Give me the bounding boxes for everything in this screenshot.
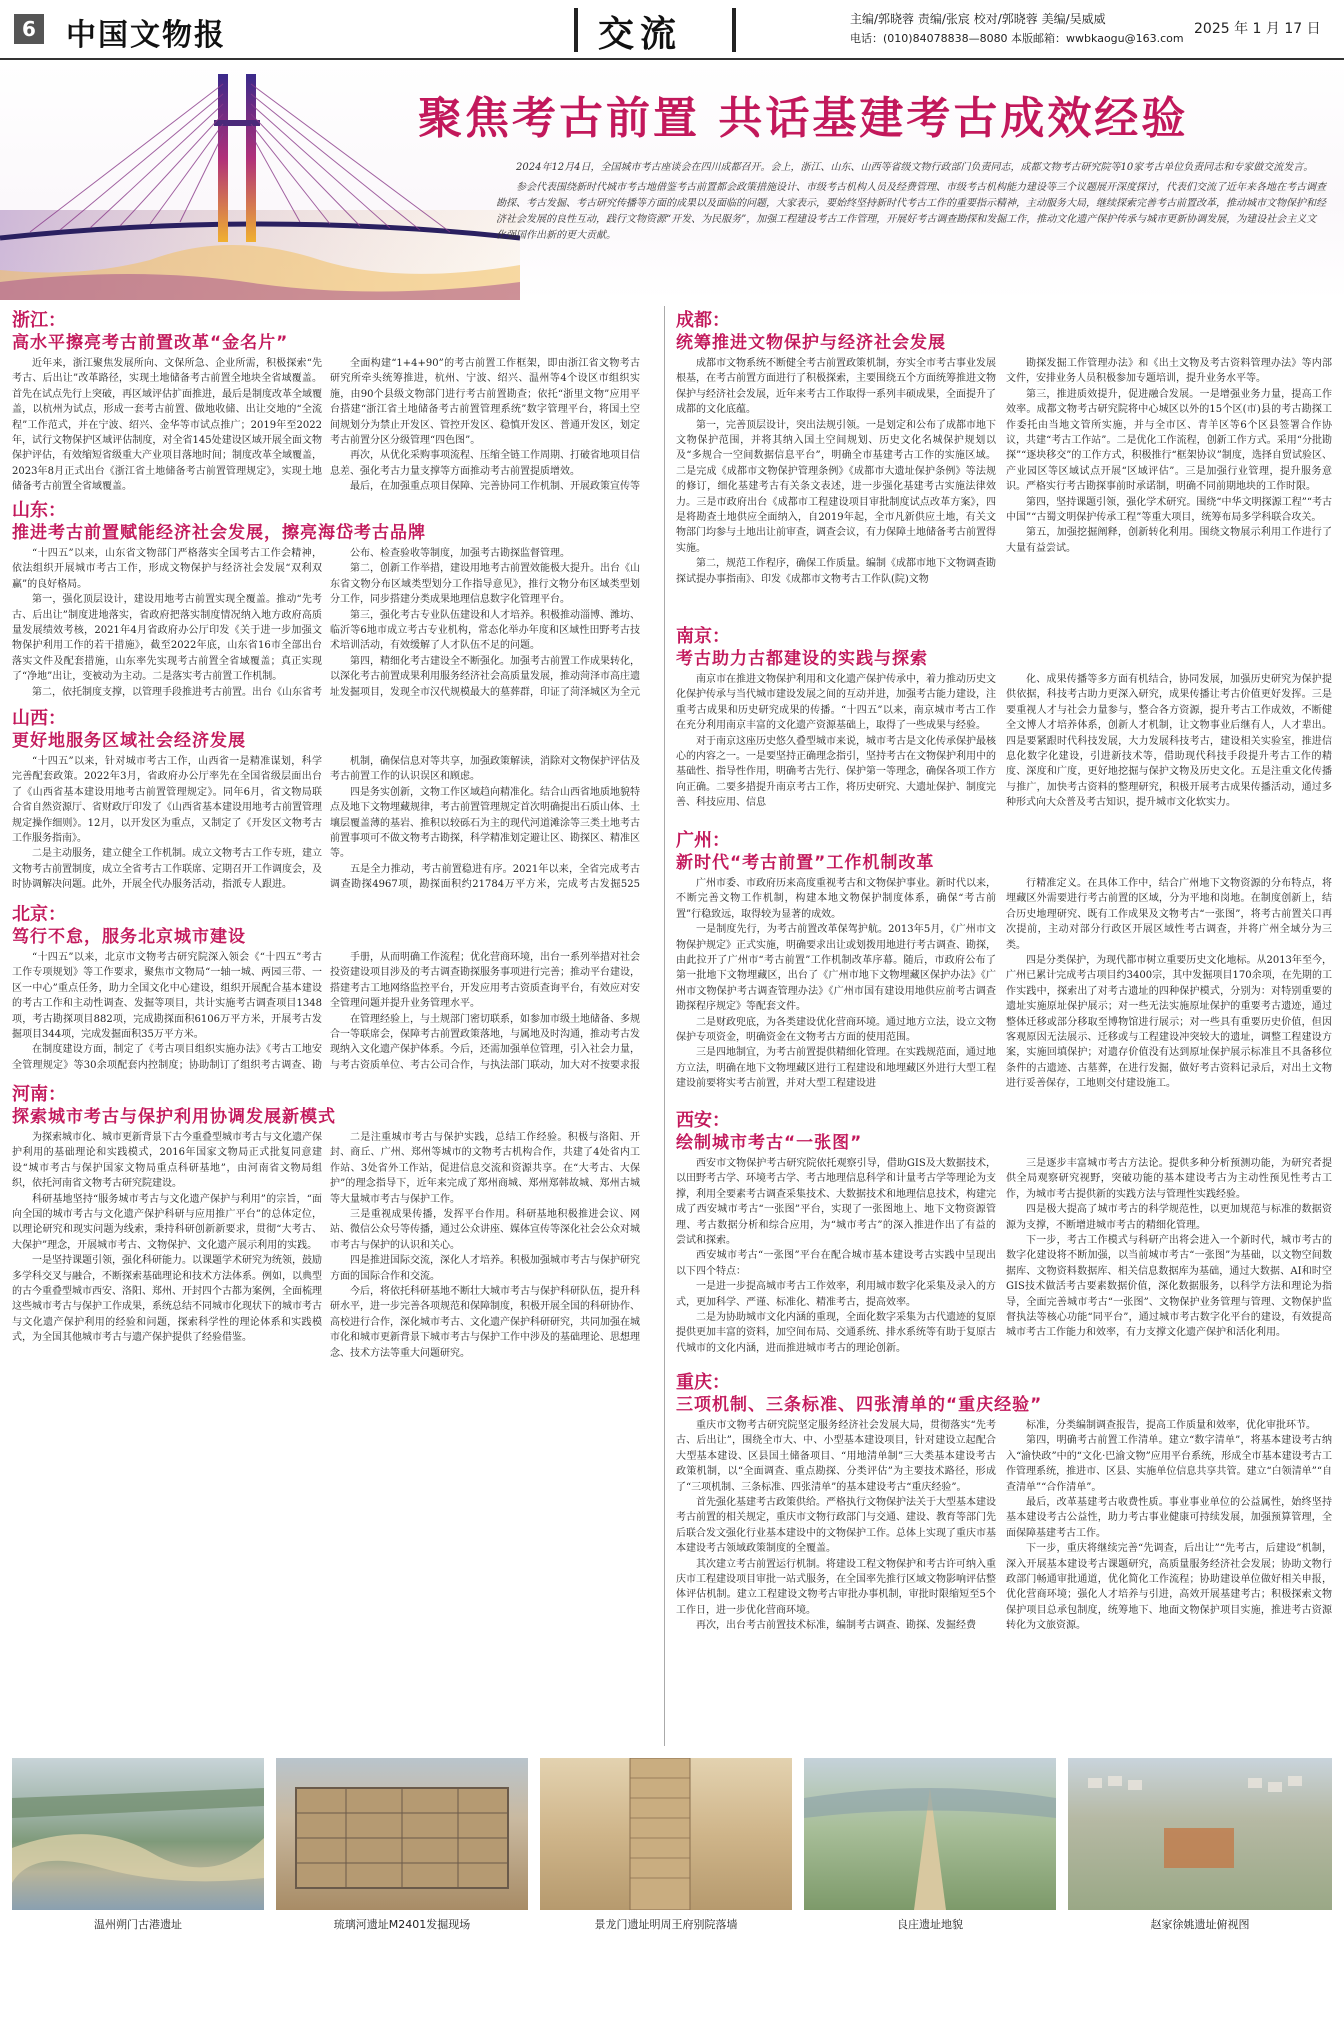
paragraph: 一是坚持课题引领，强化科研能力。以课题学术研究为统领，鼓励多学科交叉与融合，不断探索基础理论和技术方法体系。例如，以典型的古今重叠型城市西安、洛阳、郑州、开封四个古都为案例，全面梳理这些城市考古与保护工作成果，系统总结不同城市化现状下的城市考古与文化遗产保护利用的经验和问题，探索科学性的理论体系和实践模式，为全国其他城市考古与遗产保护提供了经验借鉴。 <box>12 1255 322 1344</box>
article-body <box>676 1418 996 1746</box>
article-body <box>676 876 996 1100</box>
paragraph: 最后，改革基建考古收费性质。事业事业单位的公益属性，始终坚持基本建设考古公益性，助力考古事业健康可持续发展，加强预算管理，全面保障基建考古工作。 <box>1006 1497 1332 1539</box>
paragraph: 标准，分类编制调查报告，提高工作质量和效率，优化审批环节。 <box>1026 1420 1316 1431</box>
excavation-site-icon <box>276 1758 528 1910</box>
paragraph: 三是逐步丰富城市考古方法论。提供多种分析预测功能，为研究者提供全局观察研究视野，突破功能的基本建设考古为主动性预见性考古工作，为城市考古提供新的实践方法与管理性实践经验。 <box>1006 1158 1332 1200</box>
section-title: 高水平擦亮考古前置改革“金名片” <box>12 333 289 353</box>
paragraph: 第二，创新工作举措，建设用地考古前置效能极大提升。出台《山东省文物分布区域类型划分工作指导意见》，推行文物分布区域类型划分工作，同步搭建分类成果地理信息数字化管理平台。 <box>330 563 640 606</box>
region-label: 重庆： <box>676 1372 730 1393</box>
contact-line: 电话：(010)84078838—8080 本版邮箱：wwbkaogu@163.com <box>850 32 1184 45</box>
paragraph: 科研基地坚持“服务城市考古与文化遗产保护与利用”的宗旨，“面向全国的城市考古与文化遗产保护科研与应用推广平台”的总体定位，以理论研究和现实问题为线索，秉持科研创新新要求，贯彻“大考古、大保护”理念，开展城市考古、文物保护、文化遗产展示利用的实践。 <box>12 1193 322 1251</box>
brick-wall-icon <box>540 1758 792 1910</box>
paragraph: 第一，强化顶层设计，建设用地考古前置实现全覆盖。推动“先考古、后出让”制度进地落实，省政府把落实制度情况纳入地方政府高质量发展绩效考核，2021年4月省政府办公厅印发《关于进一步加强文物保护利用工作的若干措施》，截至2022年底，山东省16市全部出台落实文件及配套措施，山东率先实现考古前置全省域覆盖；真正实现了“净地”出让，变被动为主动。二是落实考古前置工作机制。 <box>12 594 322 683</box>
photo-liulihe <box>276 1758 528 1910</box>
paragraph: 为探索城市化、城市更新背景下古今重叠型城市考古与文化遗产保护利用的基础理论和实践模式，2016年国家文物局正式批复同意建设“城市考古与保护国家文物局重点科研基地”，由河南省文物局组织，依托河南省文物考古研究院建设。 <box>12 1132 322 1190</box>
photo-caption: 赵家徐姚遗址俯视图 <box>1150 1918 1250 1931</box>
article-body <box>1006 1156 1332 1362</box>
publication-date: 2025 年 1 月 17 日 <box>1194 21 1321 37</box>
paragraph: 行精准定义。在具体工作中，结合广州地下文物资源的分布特点，将埋藏区外需要进行考古前置的区域，分为平地和岗地。在制度创新上，结合历史地理研究、既有工作成果及文物考古“一张图”，将考古前置关口再次提前，主动对部分行政区开展区域性考古调查，并将广州全域分为三类。 <box>1006 878 1332 951</box>
paragraph: 三是四地制宜，为考古前置提供精细化管理。在实践规范面，通过地方立法，明确在地下文物埋藏区进行工程建设和地埋藏区外进行大型工程建设前要将实考古前置，并对大型工程建设进 <box>676 1047 996 1090</box>
paragraph: 四是分类保护，为现代都市树立重要历史文化地标。从2013年至今，广州已累计完成考古项目约3400宗，其中发掘项目170余项，在先期的工作实践中，探索出了对考古遗址的四种保护模式，分别为：对特别重要的遗址实施原址保护展示；对一些无法实施原址保护的重要考古遗迹，通过整体迁移或部分移取至博物馆进行展示；对一些具有重要历史价值，但因客观原因无法展示、迁移或与工程建设冲突较大的遗址，调整工程建设方案，实施回填保护；对遗存价值没有达到原址保护展示标准且不具备移位条件的古遗迹、古墓葬，在进行发掘，做好考古资料记录后，对出土文物进行妥善保存，工地则交付建设施工。 <box>1006 955 1332 1090</box>
article-body <box>12 950 322 1074</box>
paragraph: 四是务实创新，文物工作区域趋向精准化。结合山西省地质地貌特点及地下文物埋藏规律，考古前置管理规定首次明确提出石质山体、土壤层覆盖薄的基岩、推积以较砾石为主的现代河道滩涂等三类土地考古前置事项可不做文物考古勘探，科学精准划定避让区、勘探区、精准区等。 <box>330 786 640 860</box>
paragraph: 手册，从而明确工作流程；优化营商环境，出台一系列举措对社会投资建设项目涉及的考古调查勘探服务事项进行完善；推动平台建设，搭建考古工地网络监控平台，开发应用考古资质查询平台，有效应对安全管理问题并提升业务管理水平。 <box>330 952 640 1010</box>
section-title: 探索城市考古与保护利用协调发展新模式 <box>12 1107 336 1127</box>
paragraph: “十四五”以来，北京市文物考古研究院深入领会《“十四五”考古工作专项规划》等工作要求，聚焦市文物局“一轴一城、两园三带、一区一中心”重点任务，助力全国文化中心建设，组织开展配合基本建设的考古工作和主动性调查、发掘等项目，共计实施考古调查项目1348项，考古勘探项目882项，完成勘探面积6106万平方米，开展考古发掘项目344项，完成发掘面积35万平方米。 <box>12 952 322 1041</box>
section-title: 统筹推进文物保护与经济社会发展 <box>676 333 946 353</box>
photo-caption: 良庄遗址地貌 <box>897 1918 963 1931</box>
paragraph: 成都市文物系统不断健全考古前置政策机制，夯实全市考古事业发展根基，在考古前置方面进行了积极探索，主要围绕五个方面统筹推进文物保护与经济社会发展，近年来考古工作取得一系列丰硕成果，全面提升了成都的文化底蕴。 <box>676 358 996 416</box>
article-body <box>676 1156 996 1362</box>
region-label: 浙江： <box>12 310 66 331</box>
paragraph: 二是主动服务，建立健全工作机制。成立文物考古工作专班，建立文物考古前置制度，成立全省考古工作联席、定期召开工作调度会，及时协调解决问题。此外，开展全代办服务活动，指派专人跟进。 <box>12 848 322 891</box>
article-body <box>1006 1418 1332 1746</box>
photo-jinglongmen <box>540 1758 792 1910</box>
paragraph: 下一步，考古工作模式与科研产出将会进入一个新时代，城市考古的数字化建设将不断加强，以当前城市考古“一张图”为基础，以文物空间数据库、文物资料数据库、相关信息数据库为基础，通过大数据、AI和时空GIS技术做活考古要素数据价值，深化数据服务，以科学方法和理论为指导，全面完善城市考古“一张图”、文物保护业务管理与管理、文物保护监督执法等核心功能“同平台”，通过城市考古数字化平台的建设，有效提高城市考古工作能力和效率，有力支撑文化遗产保护和活化利用。 <box>1006 1235 1332 1339</box>
paragraph <box>12 893 322 894</box>
paragraph: 第四，明确考古前置工作清单。建立“数字清单”，将基本建设考古纳入“渝快政”中的“文化·巴渝文物”应用平台系统，形成全市基本建设考古工作管理系统，推进市、区县、实施单位信息共享共管。建立“白领清单”“自查清单”“合作清单”。 <box>1006 1435 1332 1493</box>
article-body <box>330 754 640 894</box>
paragraph: 再次，从优化采购事项流程、压缩全链工作周期、打破省地项目信息差、强化考古力量支撑等方面推动考古前置提质增效。 <box>330 450 640 477</box>
region-label: 山西： <box>12 708 66 729</box>
article-body <box>330 950 640 1074</box>
paragraph: 一是制度先行，为考古前置改革保驾护航。2013年5月，《广州市文物保护规定》正式实施，明确要求出让或划拨用地进行考古调查、勘探，由此拉开了广州市“考古前置”工作机制改革序幕。随后，市政府公布了第一批地下文物埋藏区，出台了《广州市地下文物埋藏区保护办法》《广州市文物保护考古调查管理办法》《广州市国有建设用地供应前考古调查勘探程序规定》等配套文件。 <box>676 924 996 1013</box>
article-body <box>676 672 996 820</box>
article-body <box>330 1130 640 1746</box>
region-label: 广州： <box>676 830 730 851</box>
article-body <box>676 356 996 616</box>
article-body <box>330 546 640 698</box>
article-body <box>330 356 640 492</box>
photo-liangzhu <box>804 1758 1056 1910</box>
paragraph: 二是为协助城市文化内涵的重现，全面化数字采集为古代遗迹的复原提供更加丰富的资料，加空间布局、交通系统、排水系统等有助于复原古代城市的文化内涵，进而推进城市考古的理论创新。 <box>676 1312 996 1354</box>
region-label: 北京： <box>12 904 66 925</box>
paragraph: 全面构建“1+4+90”的考古前置工作框架，即由浙江省文物考古研究所牵头统筹推进，杭州、宁波、绍兴、温州等4个设区市组织实施，由90个县级文物部门进行考古前置勘查；依托“浙里文物”应用平台搭建“浙江省土地储备考古前置管理系统”数字管理平台，将国土空间规划分为禁止开发区、管控开发区、稳慎开发区、普通开发区，划定考古前置分区分级管理“四色图”。 <box>330 358 640 447</box>
lead-line: 参会代表围绕新时代城市考古地借鉴考古前置都会政策措施设计、市级考古机构人员及经费管理、市级考古机构能力建设等三个议题展开深度探讨，代表们交流了近年来各地在考古调查勘探、考古发掘、考古研究传播等方面的成果以及面临的问题，大家表示，要始终坚持新时代考古工作的重要指示精神，主动服务大局，继续探索完善考古前置改革，推动城市文物保护和经济社会发展的良性互动，践行文物资源“开发、为民服务”，加强工程建设考古工作管理，开展好考古调查勘探和发掘工作，推动文化遗产保护传承与城市更新协调发展，为建设社会主义文化强国作出新的更大贡献。 <box>496 182 1326 241</box>
paragraph: 五是全力推动，考古前置稳进有序。2021年以来，全省完成考古调查勘探4967项，勘探面积约21784万平方米，完成考古发掘525 <box>330 863 640 891</box>
lead-line: 2024年12月4日，全国城市考古座谈会在四川成都召开。会上，浙江、山东、山西等省级文物行政部门负责同志，成都文物考古研究院等10家考古单位负责同志和专家做交流发言。 <box>516 162 1314 173</box>
paragraph: 其次建立考古前置运行机制。将建设工程文物保护和考古许可纳入重庆市工程建设项目审批一站式服务，在全国率先推行区域文物影响评估整体评估机制。建立工程建设文物考古审批办事机制，审批时限缩短至5个工作日，进一步优化营商环境。 <box>676 1558 996 1616</box>
paragraph: 化、成果传播等多方面有机结合，协同发展，加强历史研究为保护提供依据，科技考古助力更深入研究，成果传播让考古价值更好发挥。三是要重视人才与社会力量参与，整合各方资源，提升考古工作成效，不断健全文博人才培养体系，创新人才机制，让文物事业后继有人，人才辈出。四是要紧跟时代科技发展，大力发展科技考古，建设相关实验室，推进信息化数字化建设，引进新技术等，借助现代科技手段提升考古工作的精度、深度和广度，更好地挖掘与保护文物及历史文化。五是注重文化传播与推广，加快考古资料的整理研究，积极开展考古成果传播活动，通过多种形式向大众普及考古知识，提升城市文化软实力。 <box>1006 674 1332 809</box>
paragraph: 在制度建设方面，制定了《考古项目组织实施办法》《考古工地安全管理规定》等30余项配套内控制度；协助制订了组织考古调查、勘 <box>12 1044 322 1071</box>
photo-caption: 景龙门遗址明周王府别院落墙 <box>594 1918 738 1931</box>
paragraph: 四是极大提高了城市考古的科学规范性，以更加规范与标准的数据资源为支撑，不断增进城市考古的精细化管理。 <box>1006 1204 1332 1231</box>
photo-wenzhou <box>12 1758 264 1910</box>
paragraph: 广州市委、市政府历来高度重视考古和文物保护事业。新时代以来，不断完善文物工作机制，构建本地文物保护制度体系，确保“考古前置”行稳致远，取得较为显著的成效。 <box>676 878 996 920</box>
lead-paragraph <box>496 160 1326 244</box>
section-divider <box>574 8 578 52</box>
paragraph: 一是进一步提高城市考古工作效率，利用城市数字化采集及录入的方式，更加科学、严谨、标准化、精准考古，提高效率。 <box>676 1281 996 1308</box>
masthead <box>0 0 1344 56</box>
photo-zhaojiaxuyao <box>1068 1758 1332 1910</box>
region-label: 西安： <box>676 1110 730 1131</box>
paragraph: 近年来，浙江聚焦发展所向、文保所急、企业所需，积极探索“先考古、后出让”改革路径，实现土地储备考古前置全地块全省域覆盖。首先在试点先行上突破，再区域评估扩面推进，最后是制度改革全域覆盖，以杭州为试点，形成一套考古前置、做地收储、出让交地的“全流程”工作范式，并在宁波、绍兴、金华等市试点推广；2019年至2022年，试行文物保护区域评估制度，对全省145处建设区域开展全面文物保护评估，有效缩短省级重大产业项目落地时间；制度改革全域覆盖，2023年8月正式出台《浙江省土地储备考古前置管理规定》，实现土地储备考古前置全省域覆盖。 <box>12 358 322 492</box>
section-title: 新时代“考古前置”工作机制改革 <box>676 853 935 873</box>
aerial-view-icon <box>1068 1758 1332 1910</box>
section-title: 绘制城市考古“一张图” <box>676 1133 863 1153</box>
paragraph: 三是重视成果传播，发挥平台作用。科研基地积极推进会议、网站、微信公众号等传播，通过公众讲座、媒体宣传等深化社会公众对城市考古与保护的认识和关心。 <box>330 1209 640 1251</box>
article-body <box>12 1130 322 1746</box>
paragraph: 四是推进国际交流，深化人才培养。积极加强城市考古与保护研究方面的国际合作和交流。 <box>330 1255 640 1282</box>
river-scene-icon <box>12 1758 264 1910</box>
paragraph: 重庆市文物考古研究院坚定服务经济社会发展大局，贯彻落实“先考古、后出让”，围绕全市大、中、小型基本建设项目，针对建设立起配合大型基本建设、区县国土储备项目、“用地清单制”三大类基本建设考古政策机制，以“全面调查、重点勘探、分类评估”为主要技术路径，形成了“三项机制、三条标准、四张清单”的基本建设考古“重庆经验”。 <box>676 1420 996 1493</box>
paragraph: “十四五”以来，山东省文物部门严格落实全国考古工作会精神，依法组织开展城市考古工作，形成文物保护与经济社会发展“双利双赢”的良好格局。 <box>12 548 322 590</box>
section-name: 交流 <box>598 13 683 55</box>
paragraph: 在管理经验上，与土规部门密切联系，如参加市级土地储备、多规合一等联席会，保障考古前置政策落地，与属地及时沟通，推动考古发现纳入文化遗产保护体系。今后，还需加强单位管理，引入社会力量，与考古资质单位、考古公司合作，与执法部门联动，加大对不按要求报 <box>330 1013 640 1071</box>
paragraph: 公布、检查验收等制度，加强考古勘探监督管理。 <box>350 548 570 559</box>
article-body <box>12 546 322 698</box>
paragraph: 再次，出台考古前置技术标准，编制考古调查、勘探、发掘经费 <box>696 1620 976 1632</box>
article-body <box>1006 356 1332 616</box>
paragraph: 南京市在推进文物保护利用和文化遗产保护传承中，着力推动历史文化保护传承与当代城市建设发展之间的互动并进，加强考古能力建设，注重考古成果和历史研究成果的传播。“十四五”以来，南京城市考古工作在充分利用南京丰富的文化遗产资源基础上，取得了一些成果与经验。 <box>676 674 996 732</box>
page-headline: 聚焦考古前置 共话基建考古成效经验 <box>418 93 1189 144</box>
paragraph: 第二，规范工作程序，确保工作质量。编制《成都市地下文物调查勘探试提办事指南》、印发《成都市文物考古工作队(院)文物 <box>676 558 996 585</box>
photo-caption: 琉璃河遗址M2401发掘现场 <box>333 1918 471 1931</box>
region-label: 河南： <box>12 1084 66 1105</box>
paragraph: 西安市文物保护考古研究院依托观察引导，借助GIS及大数据技术，以田野考古学、环境考古学、考古地理信息科学和计量考古学等理论为支撑，利用全要素考古调查采集技术、大数据技术和地理信息技术，构建完成了西安城市考古“一张图”平台，实现了一张图地上、地下文物资源管理、考古数据分析和综合应用，为“城市考古”的深入推进作出了有益的尝试和探索。 <box>676 1158 996 1247</box>
section-title: 三项机制、三条标准、四张清单的“重庆经验” <box>676 1395 1043 1415</box>
paragraph: 首先强化基建考古政策供给。严格执行文物保护法关于大型基本建设考古前置的相关规定，重庆市文物行政部门与交通、建设、教育等部门先后联合发文强化行业基本建设中的文物保护工作。总体上实现了重庆市基本建设考古领域政策制度的全覆盖。 <box>676 1497 996 1555</box>
photo-caption: 温州朔门古港遗址 <box>94 1918 182 1931</box>
paragraph: 第三，强化考古专业队伍建设和人才培养。积极推动淄博、潍坊、临沂等6地市成立考古专业机构，常态化举办年度和区域性田野考古技术培训活动，有效缓解了人才队伍不足的问题。 <box>330 609 640 652</box>
article-body <box>1006 672 1332 820</box>
region-label: 南京： <box>676 626 730 647</box>
section-divider <box>732 8 736 52</box>
section-title: 考古助力古都建设的实践与探索 <box>676 649 928 669</box>
region-label: 山东： <box>12 500 66 521</box>
region-label: 成都： <box>676 310 730 331</box>
paragraph: 机制，确保信息对等共享，加强政策解读，消除对文物保护评估及考古前置工作的认识误区和顾虑。 <box>330 756 640 783</box>
column-divider <box>664 306 665 1746</box>
page-number: 6 <box>14 14 44 44</box>
article-body <box>12 754 322 894</box>
paragraph: 最后，在加强重点项目保障、完善协同工作机制、开展政策宣传等 <box>350 481 640 492</box>
section-title: 推进考古前置赋能经济社会发展，擦亮海岱考古品牌 <box>12 523 426 543</box>
editors-line: 主编/郭晓蓉 责编/张宸 校对/郭晓蓉 美编/吴威威 <box>850 12 1106 26</box>
paragraph: 第四，精细化考古建设全不断强化。加强考古前置工作成果转化，以深化考古前置成果利用服务经济社会高质量发展，推动菏泽市高庄遗址发掘项目，发现全市汉代规模最大的墓葬群，印证了菏泽城区为全元 <box>330 655 640 698</box>
paragraph: 第三，推进质效提升，促进融合发展。一是增强业务力量，提高工作效率。成都文物考古研究院将中心城区以外的15个区(市)县的考古勘探工作委托由当地文管所实施，并与全市区、青羊区等6个区县签署合作协议，共建“考古工作站”。二是优化工作流程，创新工作方式。采用“分批勘探”“逐块移交”的工作方式，积极推行“框架协议”制度，选择自贸试验区、产业园区等区域试点开展“区域评估”。三是加强行业管理，提升服务意识。严格实行考古勘探事前时承诺制，明确不同前期地块的工作时限。 <box>1006 388 1332 493</box>
paragraph: 第四，坚持课题引领，强化学术研究。围绕“中华文明探源工程”“考古中国”“古蜀文明保护传承工程”等重大项目，统筹布局多学科联合攻关。 <box>1006 496 1332 524</box>
paragraph: 第一，完善顶层设计，突出法规引领。一是划定和公布了成都市地下文物保护范围，并将其纳入国土空间规划、历史文化名城保护规划以及“多规合一空间数据信息平台”，明确全市基建考古工作的实施区域。二是完成《成都市文物保护管理条例》《成都市大遗址保护条例》等法规的修订，细化基建考古有关条文表述，进一步强化基建考古实施法律效力。三是市政府出台《成都市工程建设项目审批制度试点改革方案》，四是将勘查土地供应全面纳入，自2019年起，全市凡新供应土地，有关文物部门均参与土地出让前审查，调查会议，有力保障土地储备考古前置得实施。 <box>676 419 996 554</box>
article-body <box>12 356 322 492</box>
section-title: 笃行不怠，服务北京城市建设 <box>12 927 246 947</box>
paragraph: 勘探发掘工作管理办法》和《出土文物及考古资料管理办法》等内部文件，安排业务人员积极参加专题培训，提升业务水平等。 <box>1006 358 1332 385</box>
article-body <box>1006 876 1332 1100</box>
paragraph: 第二，依托制度支撑，以管理手段推进考古前置。出台《山东省考 <box>32 686 322 698</box>
paragraph: 西安城市考古“一张图”平台在配合城市基本建设考古实践中呈现出以下四个特点： <box>676 1250 996 1277</box>
landscape-icon <box>804 1758 1056 1910</box>
paragraph: 下一步，重庆将继续完善“先调查，后出让”“先考古，后建设”机制，深入开展基本建设考古课题研究，高质量服务经济社会发展；协助文物行政部门畅通审批通道，优化简化工作流程；协助建设单位做好相关申报，优化营商环境；强化人才培养与引进，高效开展基建考古；积极探索文物保护项目总承包制度，统筹地下、地面文物保护项目实施，推进考古资源转化为文旅资源。 <box>1006 1543 1332 1632</box>
paragraph: 第五，加强挖掘阐释，创新转化利用。围绕文物展示利用工作进行了大量有益尝试。 <box>1006 527 1332 554</box>
section-title: 更好地服务区域社会经济发展 <box>12 731 246 751</box>
paragraph: 二是注重城市考古与保护实践，总结工作经验。积极与洛阳、开封、商丘、广州、郑州等城市的文物考古机构合作，共建了4处省内工作站、3处省外工作站，促进信息交流和资源共享。在“大考古、大保护”的理念指导下，近年来完成了郑州商城、郑州郑韩故城、郑州古城等大量城市考古与保护工作。 <box>330 1132 640 1205</box>
paragraph: 今后，将依托科研基地不断壮大城市考古与保护科研队伍，提升科研水平，进一步完善各项规范和保障制度，积极开展全国的科研协作、高校进行合作，深化城市考古、文化遗产保护科研研究，共同加强在城市化和城市更新背景下城市考古与保护工作中涉及的基础理论、思想理念、技术方法等重大问题研究。 <box>330 1286 640 1359</box>
paragraph: “十四五”以来，针对城市考古工作，山西省一是精准谋划，科学完善配套政策。2022年3月，省政府办公厅率先在全国省级层面出台了《山西省基本建设用地考古前置管理规定》。同年6月，省文物局联合省自然资源厅、省财政厅印发了《山西省基本建设用地考古前置管理规定操作细则》。12月，以开发区为重点，又制定了《开发区文物考古工作服务指南》。 <box>12 756 322 845</box>
paragraph: 对于南京这座历史悠久叠型城市来说，城市考古是文化传承保护最核心的内容之一。一是要坚持正确理念指引，坚持考古在文物保护利用中的基础性、指导性作用，明确考古先行、保护第一等理念，确保各项工作方向正确。二要多措提升南京考古工作，将历史研究、大遗址保护、制度完善、科技应用、信息 <box>676 735 996 809</box>
paper-name: 中国文物报 <box>66 18 226 53</box>
paragraph: 二是财政兜底，为各类建设优化营商环境。通过地方立法，设立文物保护专项资金，明确资金在文物考古方面的使用范围。 <box>676 1016 996 1044</box>
